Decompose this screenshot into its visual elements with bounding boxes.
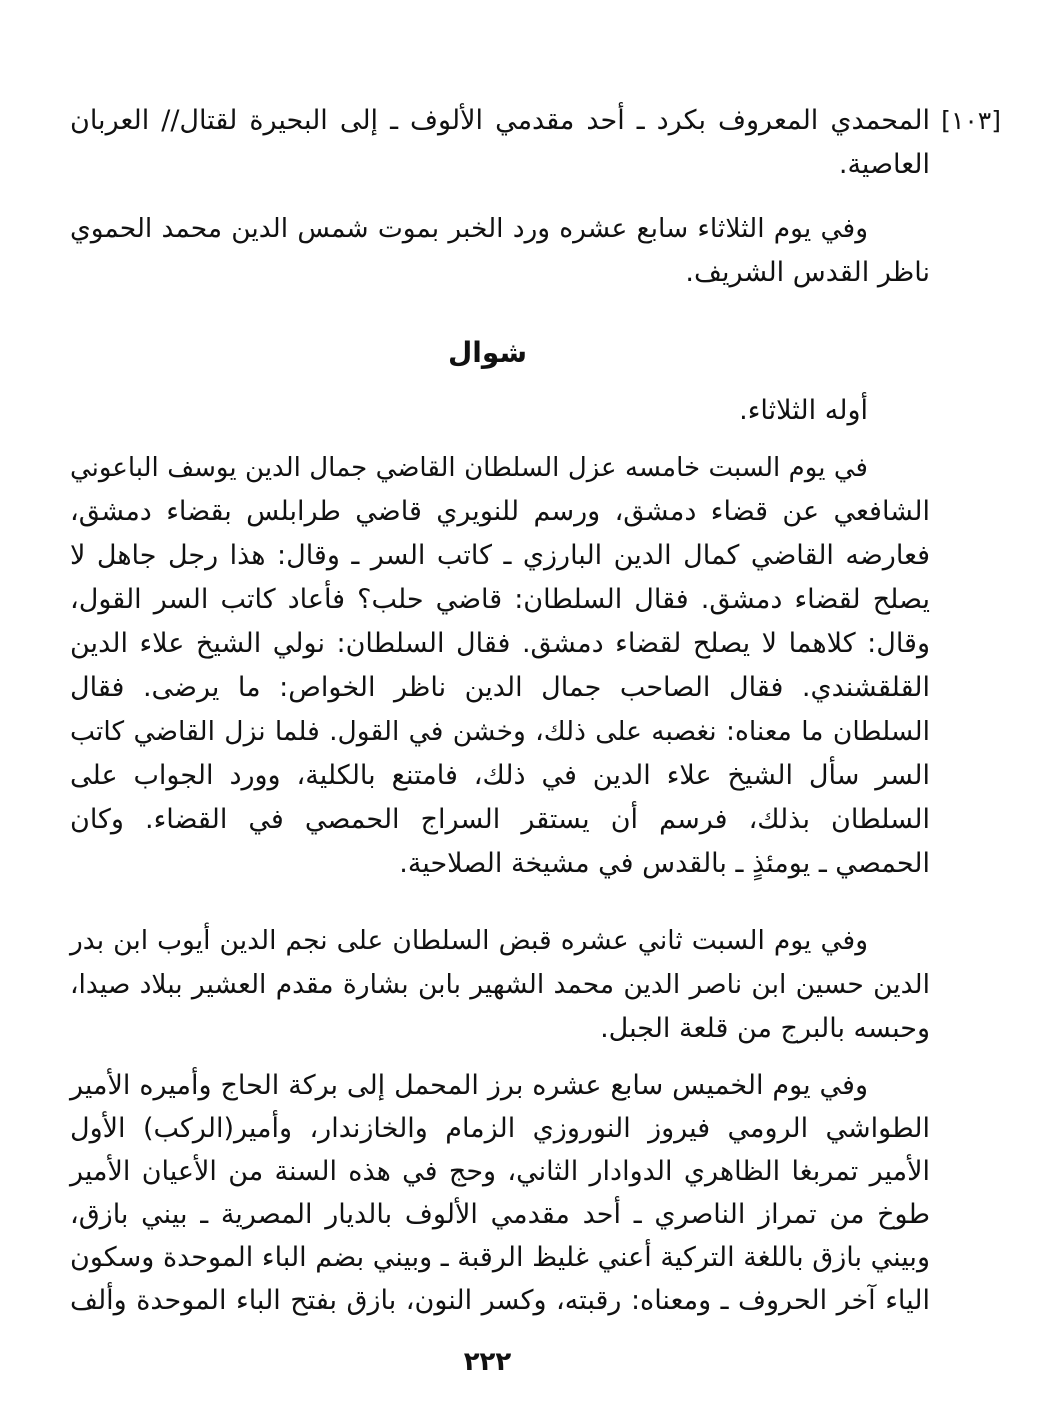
section-paragraph-3	[70, 1064, 930, 1322]
text-line: فعارضه القاضي كمال الدين البارزي ـ كاتب السر ـ وقال: هذا رجل جاهل لا	[70, 540, 930, 571]
text-line: وقال: كلاهما لا يصلح لقضاء دمشق. فقال السلطان: نولي الشيخ علاء الدين	[70, 628, 930, 659]
text-line: طوخ من تمراز الناصري ـ أحد مقدمي الألوف بالديار المصرية ـ بيني بازق،	[70, 1199, 930, 1230]
text-line: الطواشي الرومي فيروز النوروزي الزمام والخازندار، وأمير(الركب) الأول	[70, 1113, 930, 1144]
text-line: السر سأل الشيخ علاء الدين في ذلك، فامتنع بالكلية، وورد الجواب على	[70, 760, 930, 791]
text-line: وفي يوم السبت ثاني عشره قبض السلطان على نجم الدين أيوب ابن بدر	[70, 925, 868, 956]
text-line: يصلح لقضاء دمشق. فقال السلطان: قاضي حلب؟ فأعاد كاتب السر القول،	[70, 584, 930, 615]
folio-marker: [١٠٣]	[941, 106, 1001, 135]
first-day-line	[70, 389, 930, 433]
text-line: الياء آخر الحروف ـ ومعناه: رقبته، وكسر النون، بازق بفتح الباء الموحدة وألف	[70, 1285, 930, 1316]
opening-paragraph-2	[70, 207, 930, 295]
text-line: وفي يوم الخميس سابع عشره برز المحمل إلى بركة الحاج وأميره الأمير	[70, 1070, 868, 1101]
text-line: وفي يوم الثلاثاء سابع عشره ورد الخبر بموت شمس الدين محمد الحموي	[70, 213, 868, 244]
text-line: المحمدي المعروف بكرد ـ أحد مقدمي الألوف ـ إلى البحيرة لقتال// العربان	[70, 105, 930, 136]
text-line: الحمصي ـ يومئذٍ ـ بالقدس في مشيخة الصلاحية.	[399, 848, 930, 879]
text-line: ناظر القدس الشريف.	[685, 257, 930, 288]
text-line: وحبسه بالبرج من قلعة الجبل.	[600, 1013, 930, 1044]
text-line: أوله الثلاثاء.	[739, 395, 868, 426]
section-heading: شوال	[448, 336, 527, 369]
text-line: الشافعي عن قضاء دمشق، ورسم للنويري قاضي طرابلس بقضاء دمشق،	[70, 496, 930, 527]
text-line: الأمير تمربغا الظاهري الدوادار الثاني، وحج في هذه السنة من الأعيان الأمير	[70, 1156, 930, 1187]
section-paragraph-2	[70, 919, 930, 1051]
text-line: القلقشندي. فقال الصاحب جمال الدين ناظر الخواص: ما يرضى. فقال	[70, 672, 930, 703]
opening-paragraph-1	[70, 99, 930, 187]
text-line: العاصية.	[838, 149, 930, 180]
text-line: في يوم السبت خامسه عزل السلطان القاضي جمال الدين يوسف الباعوني	[70, 453, 868, 483]
section-paragraph-1	[70, 446, 930, 886]
page-number: ٢٢٢	[463, 1347, 512, 1377]
text-line: السلطان ما معناه: نغصبه على ذلك، وخشن في القول. فلما نزل القاضي كاتب	[70, 716, 930, 747]
text-line: السلطان بذلك، فرسم أن يستقر السراج الحمصي في القضاء. وكان	[70, 804, 930, 835]
text-line: الدين حسين ابن ناصر الدين محمد الشهير بابن بشارة مقدم العشير ببلاد صيدا،	[70, 969, 930, 1000]
text-line: وبيني بازق باللغة التركية أعني غليظ الرقبة ـ وبيني بضم الباء الموحدة وسكون	[70, 1242, 930, 1273]
